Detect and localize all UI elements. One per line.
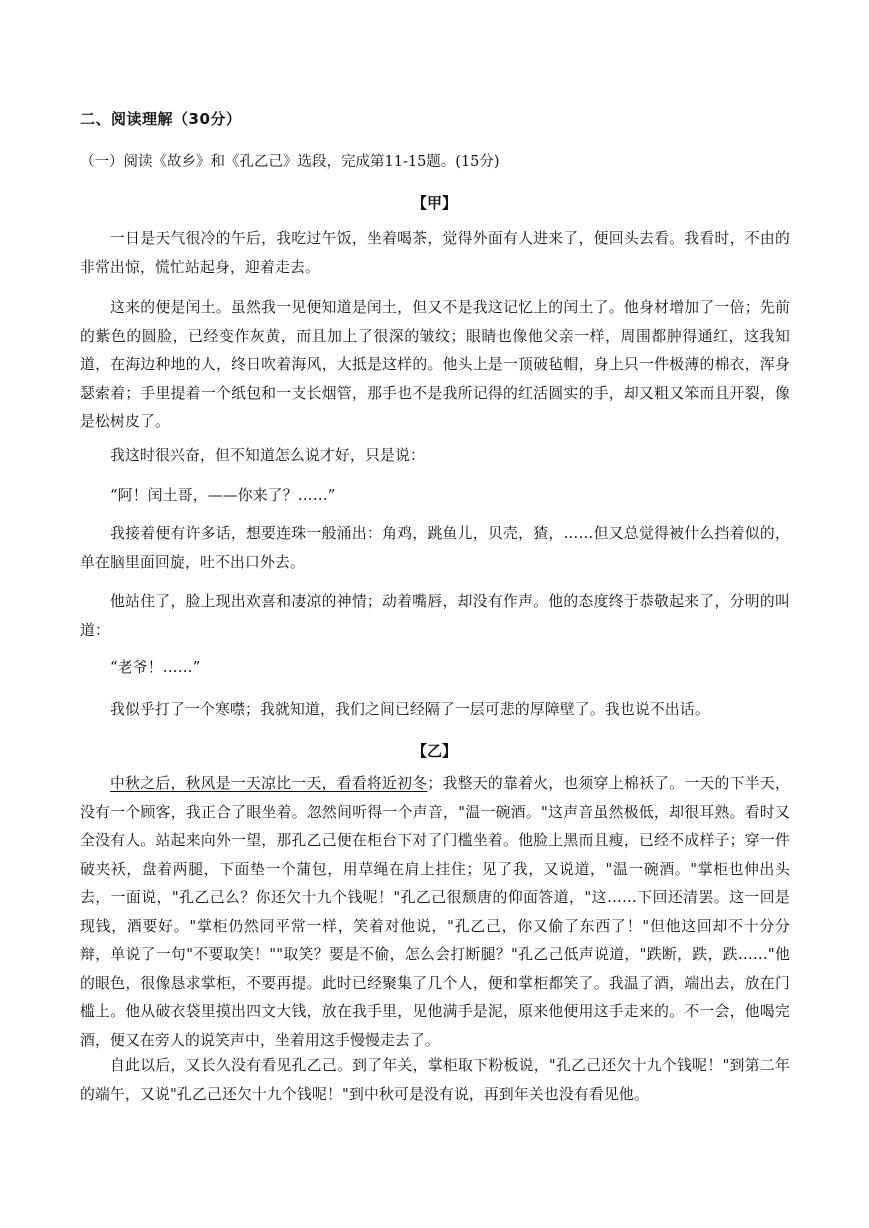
jia-paragraph-7: “老爷！……” [110,659,201,676]
yi-paragraph-1-text: ；我整天的靠着火，也须穿上棉袄了。一天的下半天，没有一个顾客，我正合了眼坐着。忽然间听得一个声音，"温一碗酒。"这声音虽然极低，却很耳熟。看时又全没有人。站起来向外一望，那孔乙己便在柜台下对了门槛坐着。他脸上黑而且瘦，已经不成样子；穿一件破夹袄，盘着两腿，下面垫一个蒲包，用草绳在肩上挂住；见了我，又说道，"温一碗酒。"掌柜也伸出头去，一面说，"孔乙己么？你还欠十九个钱呢！"孔乙己很颓唐的仰面答道，"这……下回还清罢。这一回是现钱，酒要好。"掌柜仍然同平常一样，笑着对他说，"孔乙己，你又偷了东西了！"但他这回却不十分分辩，单说了一句"不要取笑！""取笑？要是不偷，怎么会打断腿？"孔乙己低声说道，"跌断，跌，跌……"他的眼色，很像恳求掌柜，不要再提。此时已经聚集了几个人，便和掌柜都笑了。我温了酒，端出去，放在门槛上。他从破衣袋里摸出四文大钱，放在我手里，见他满手是泥，原来他便用这手走来的。不一会，他喝完酒，便又在旁人的说笑声中，坐着用这手慢慢走去了。 [80,775,790,1049]
section-heading: 二、阅读理解（30分） [80,110,242,128]
yi-paragraph-2: 自此以后，又长久没有看见孔乙己。到了年关，掌柜取下粉板说，"孔乙己还欠十九个钱呢！"到第二年的端午，又说"孔乙己还欠十九个钱呢！"到中秋可是没有说，再到年关也没有看见他。 [80,1057,790,1103]
jia-paragraph-5: 我接着便有许多话，想要连珠一般涌出：角鸡，跳鱼儿，贝壳，猹，……但又总觉得被什么挡着似的，单在脑里面回旋，吐不出口外去。 [80,525,790,571]
passage-yi-title: 【乙】 [411,742,457,760]
yi-underlined-phrase: 中秋之后，秋风是一天凉比一天，看看将近初冬 [110,775,428,792]
jia-paragraph-4: “阿！闰土哥，——你来了？……” [110,487,336,504]
yi-paragraph-1 [80,770,790,1055]
jia-paragraph-3: 我这时很兴奋，但不知道怎么说才好，只是说： [110,447,425,464]
jia-paragraph-2: 这来的便是闰土。虽然我一见便知道是闰土，但又不是我这记忆上的闰土了。他身材增加了一倍；先前的紫色的圆脸，已经变作灰黄，而且加上了很深的皱纹；眼睛也像他父亲一样，周围都肿得通红，这我知道，在海边种地的人，终日吹着海风，大抵是这样的。他头上是一顶破毡帽，身上只一件极薄的棉衣，浑身瑟索着；手里提着一个纸包和一支长烟管，那手也不是我所记得的红活圆实的手，却又粗又笨而且开裂，像是松树皮了。 [80,299,790,430]
jia-paragraph-8: 我似乎打了一个寒噤；我就知道，我们之间已经隔了一层可悲的厚障壁了。我也说不出话。 [110,701,710,718]
question-intro: （一）阅读《故乡》和《孔乙己》选段，完成第11-15题。(15分) [80,154,500,170]
jia-paragraph-6: 他站住了，脸上现出欢喜和凄凉的神情；动着嘴唇，却没有作声。他的态度终于恭敬起来了，分明的叫道： [80,593,790,639]
passage-jia-title: 【甲】 [411,194,457,212]
jia-paragraph-1: 一日是天气很冷的午后，我吃过午饭，坐着喝茶，觉得外面有人进来了，便回头去看。我看时，不由的非常出惊，慌忙站起身，迎着走去。 [80,230,790,276]
